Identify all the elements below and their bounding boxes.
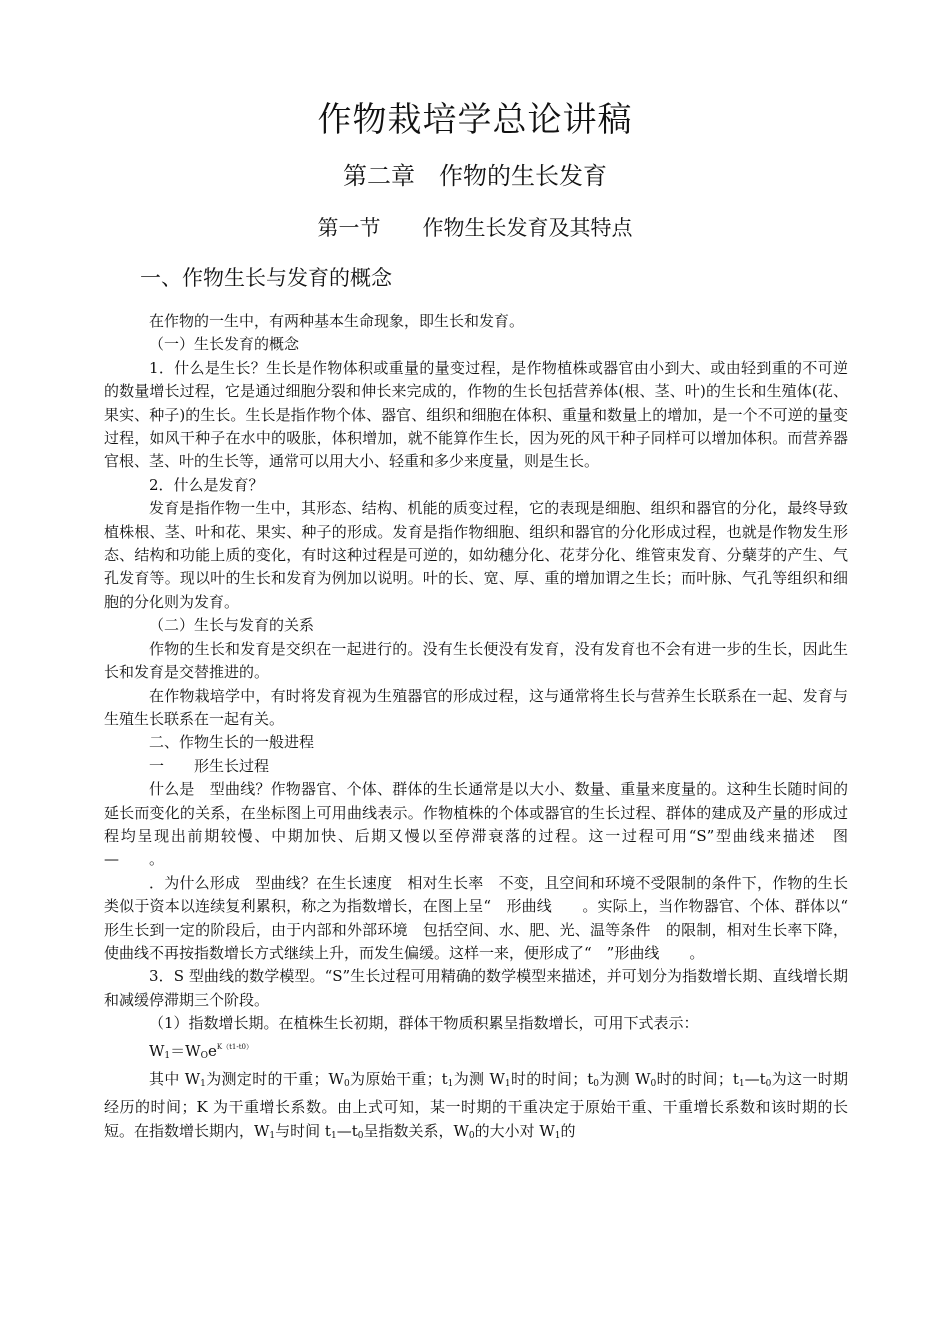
paragraph: 1．什么是生长？生长是作物体积或重量的量变过程，是作物植株或器官由小到大、或由轻到重的不可逆的数量增长过程，它是通过细胞分裂和伸长来完成的，作物的生长包括营养体(根、茎、叶)的生长和生殖体(花、果实、种子)的生长。生长是指作物个体、器官、组织和细胞在体积、重量和数量上的增加，是一个不可逆的量变过程，如风干种子在水中的吸胀，体积增加，就不能算作生长，因为死的风干种子同样可以增加体积。而营养器官根、茎、叶的生长等，通常可以用大小、轻重和多少来度量，则是生长。: [104, 358, 848, 471]
subscript: 0: [650, 1079, 657, 1089]
subscript: 1: [504, 1079, 511, 1089]
text-run: —t: [336, 1121, 358, 1140]
formula-exponent: K（t1-t0）: [216, 1042, 253, 1051]
chapter-heading: 第二章 作物的生长发育: [343, 162, 607, 190]
formula-part: W: [149, 1041, 165, 1060]
subscript: 1: [554, 1130, 561, 1141]
subsection-heading: 一、作物生长与发育的概念: [140, 266, 392, 290]
subscript: 0: [765, 1079, 772, 1089]
paragraph-heading: （一）生长发育的概念: [149, 335, 300, 354]
paragraph-heading: 一 形生长过程: [149, 756, 270, 775]
text-run: 与时间 t: [275, 1121, 331, 1140]
paragraph: 什么是 型曲线？作物器官、个体、群体的生长通常是以大小、数量、重量来度量的。这种生长随时间的延长而变化的关系，在坐标图上可用曲线表示。作物植株的个体或器官的生长过程、群体的建成及产量的形成过程均呈现出前期较慢、中期加快、后期又慢以至停滞衰落的过程。这一过程可用“S”型曲线来描述 图 — 。: [104, 780, 864, 869]
body-text: [104, 310, 864, 1148]
document-title: 作物栽培学总论讲稿: [317, 100, 633, 140]
text-run: 的: [560, 1121, 576, 1140]
text-run: 为测定时的干重；W: [205, 1070, 344, 1088]
text-run: 时的时间；t: [656, 1070, 739, 1088]
text-run: 为这一时期经历的时间；K 为干重增长系数。由上式可知，某一时期的干重决定于原始干重、干重增长系数和该时期的长短。在指数增长期内，W: [104, 1070, 849, 1140]
subscript: 0: [357, 1130, 364, 1141]
subscript: 0: [593, 1079, 600, 1089]
subscript: 1: [738, 1079, 745, 1089]
subscript: 0: [468, 1130, 475, 1141]
text-run: —t: [744, 1070, 766, 1088]
subscript: 0: [343, 1079, 350, 1089]
section-heading: 第一节 作物生长发育及其特点: [317, 216, 633, 240]
formula: [104, 1036, 848, 1068]
paragraph-heading: 二、作物生长的一般进程: [149, 733, 315, 752]
text-run: 其中 W: [149, 1070, 201, 1088]
paragraph: 在作物栽培学中，有时将发育视为生殖器官的形成过程，这与通常将生长与营养生长联系在一起、发育与生殖生长联系在一起有关。: [104, 686, 848, 728]
subscript: 1: [200, 1079, 206, 1089]
paragraph: 作物的生长和发育是交织在一起进行的。没有生长便没有发育，没有发育也不会有进一步的生长，因此生长和发育是交替推进的。: [104, 639, 848, 682]
paragraph: （1）指数增长期。在植株生长初期，群体干物质积累呈指数增长，可用下式表示：: [149, 1014, 699, 1033]
subscript: 1: [269, 1130, 276, 1141]
subscript: 1: [330, 1130, 337, 1141]
paragraph: 3．S 型曲线的数学模型。“S”生长过程可用精确的数学模型来描述，并可划分为指数增长期、直线增长期和减缓停滞期三个阶段。: [104, 967, 848, 1009]
paragraph: ．为什么形成 型曲线？在生长速度 相对生长率 不变，且空间和环境不受限制的条件下，作物的生长类似于资本以连续复利累积，称之为指数增长，在图上呈“ 形曲线 。实际上，当作物器官、个体、群体以“ 形生长到一定的阶段后，由于内部和外部环境 包括空间、水、肥、光、温等条件 的限制，相对生长率下降，使曲线不再按指数增长方式继续上升，而发生偏缓。这样一来，便形成了“ ”形曲线 。: [104, 873, 864, 962]
formula-part: e: [207, 1041, 217, 1060]
text-run: 为测 W: [599, 1070, 651, 1088]
formula-subscript: 1: [164, 1050, 171, 1061]
text-run: 为测 W: [453, 1070, 505, 1088]
paragraph: 发育是指作物一生中，其形态、结构、机能的质变过程，它的表现是细胞、组织和器官的分化，最终导致植株根、茎、叶和花、果实、种子的形成。发育是指作物细胞、组织和器官的分化形成过程，也就是作物发生形态、结构和功能上质的变化，有时这种过程是可逆的，如幼穗分化、花芽分化、维管束发育、分蘖芽的产生、气孔发育等。现以叶的生长和发育为例加以说明。叶的长、宽、厚、重的增加谓之生长；而叶脉、气孔等组织和细胞的分化则为发育。: [104, 499, 848, 611]
paragraph-heading: （二）生长与发育的关系: [149, 616, 315, 635]
subscript: 1: [447, 1079, 454, 1089]
formula-explanation: [104, 1068, 848, 1148]
text-run: 时的时间；t: [510, 1070, 594, 1088]
paragraph-heading: 2．什么是发育？: [149, 475, 264, 494]
formula-subscript: O: [200, 1050, 208, 1061]
paragraph: 在作物的一生中，有两种基本生命现象，即生长和发育。: [149, 312, 525, 330]
text-run: 为原始干重；t: [349, 1070, 448, 1088]
text-run: 的大小对 W: [474, 1121, 555, 1140]
text-run: 呈指数关系，W: [363, 1121, 469, 1140]
formula-part: ＝W: [170, 1041, 201, 1060]
